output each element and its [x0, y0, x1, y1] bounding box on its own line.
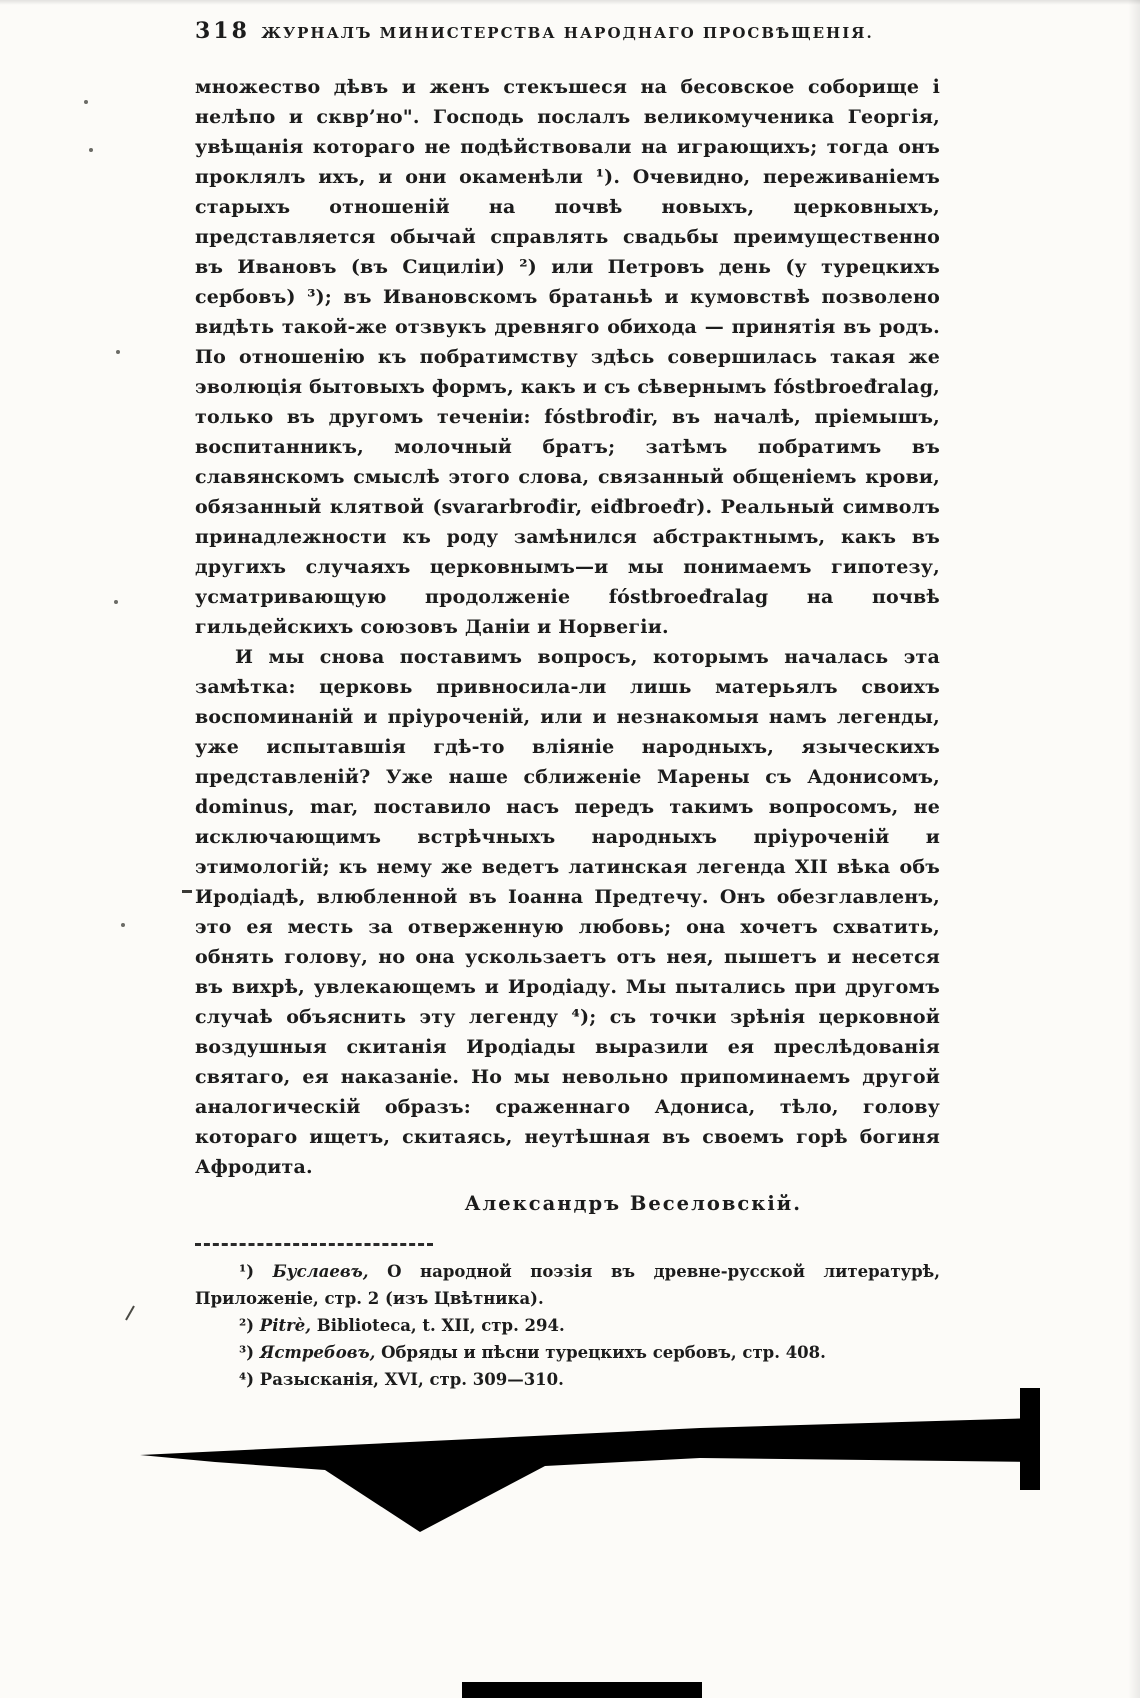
scan-artifact-wedge [140, 1418, 1036, 1532]
footnote-text: О народной поэзія въ древне-русской литературѣ, Приложеніе, стр. 2 (изъ Цвѣтника). [195, 1262, 941, 1308]
footnote-text: Обряды и пѣсни турецкихъ сербовъ, стр. 408. [381, 1343, 826, 1362]
page-number: 318 [195, 18, 250, 44]
footnote [195, 1312, 940, 1339]
footnote [195, 1258, 940, 1312]
margin-speck [84, 100, 88, 104]
footnotes-block [195, 1258, 940, 1393]
scan-artifact-right-bar [1020, 1388, 1040, 1490]
footnote-marker: ¹) [239, 1262, 255, 1281]
body-paragraph: И мы снова поставимъ вопросъ, которымъ началась эта замѣтка: церковь привносила-ли лишь матерьялъ своихъ воспоминаній и пріуроченій, или и незнакомыя намъ легенды, уже испытавшія гдѣ-то вліяніе народныхъ, языческихъ представленій? Уже наше сближеніе Марены съ Адонисомъ, dominus, mar, поставило насъ передъ такимъ вопросомъ, не исключающимъ встрѣчныхъ народныхъ пріуроченій и этимологій; къ нему же ведетъ латинская легенда XII вѣка объ Иродіадѣ, влюбленной въ Іоанна Предтечу. Онъ обезглавленъ, это ея месть за отверженную любовь; она хочетъ схватить, обнять голову, но она ускользаетъ отъ нея, пышетъ и несется въ вихрѣ, увлекающемъ и Иродіаду. Мы пытались при другомъ случаѣ объяснить эту легенду ⁴); съ точки зрѣнія церковной воздушныя скитанія Иродіады выразили ея преслѣдованія святаго, ея наказаніе. Но мы невольно припоминаемъ другой аналогическій образъ: сраженнаго Адониса, тѣло, голову котораго ищетъ, скитаясь, неутѣшная въ своемъ горѣ богиня Афродита. [195, 646, 940, 1178]
margin-speck [116, 350, 120, 354]
footnote-author: Pitrè, [259, 1316, 312, 1335]
footnote-text: Biblioteca, t. XII, стр. 294. [316, 1316, 565, 1335]
footnote [195, 1366, 940, 1393]
page-top-edge-shading [0, 0, 1140, 5]
margin-speck [89, 148, 93, 152]
footnote-author: Буслаевъ, [272, 1262, 369, 1281]
scan-artifact-bottom-bar [462, 1682, 702, 1698]
page-header [195, 20, 940, 54]
body-paragraph: множество дѣвъ и женъ стекъшеся на бесовское соборище і нелѣпо и сквр’но". Господь послалъ великомученика Георгія, увѣщанія котораго не подѣйствовали на играющихъ; тогда онъ проклялъ ихъ, и они окаменѣли ¹). Очевидно, переживаніемъ старыхъ отношеній на почвѣ новыхъ, церковныхъ, представляется обычай справлять свадьбы преимущественно въ Ивановъ (въ Сициліи) ²) или Петровъ день (у турецкихъ сербовъ) ³); въ Ивановскомъ братаньѣ и кумовствѣ позволено видѣть такой-же отзвукъ древняго обихода — принятія въ родъ. По отношенію къ побратимству здѣсь совершилась такая же эволюція бытовыхъ формъ, какъ и съ сѣвернымъ fóstbroeđralag, только въ другомъ теченіи: fóstbrođir, въ началѣ, пріемышъ, воспитанникъ, молочный братъ; затѣмъ побратимъ въ славянскомъ смыслѣ этого слова, связанный общеніемъ крови, обязанный клятвой (svararbrođir, eiđbroeđr). Реальный символъ принадлежности къ роду замѣнился абстрактнымъ, какъ въ другихъ случаяхъ церковнымъ—и мы понимаемъ гипотезу, усматривающую продолженіе fóstbroeđralag на почвѣ гильдейскихъ союзовъ Даніи и Норвегіи. [195, 76, 940, 638]
footnote-author: Ястребовъ, [259, 1343, 376, 1362]
journal-title: ЖУРНАЛЪ МИНИСТЕРСТВА НАРОДНАГО ПРОСВѢЩЕНІЯ. [261, 24, 874, 42]
footnote-marker: ²) [239, 1316, 255, 1335]
footnote [195, 1339, 940, 1366]
margin-dash-mark [182, 890, 192, 893]
margin-speck [121, 923, 125, 927]
margin-speck [114, 600, 118, 604]
footnote-text: Разысканія, XVI, стр. 309—310. [259, 1370, 564, 1389]
margin-slash-mark [126, 1306, 134, 1320]
footnote-marker: ⁴) [239, 1370, 255, 1389]
footnote-separator-rule [195, 1243, 433, 1246]
footnote-marker: ³) [239, 1343, 255, 1362]
page-right-edge-shading [1128, 0, 1140, 1698]
main-text-block [195, 72, 940, 1393]
author-signature: Александръ Веселовскій. [464, 1192, 802, 1215]
